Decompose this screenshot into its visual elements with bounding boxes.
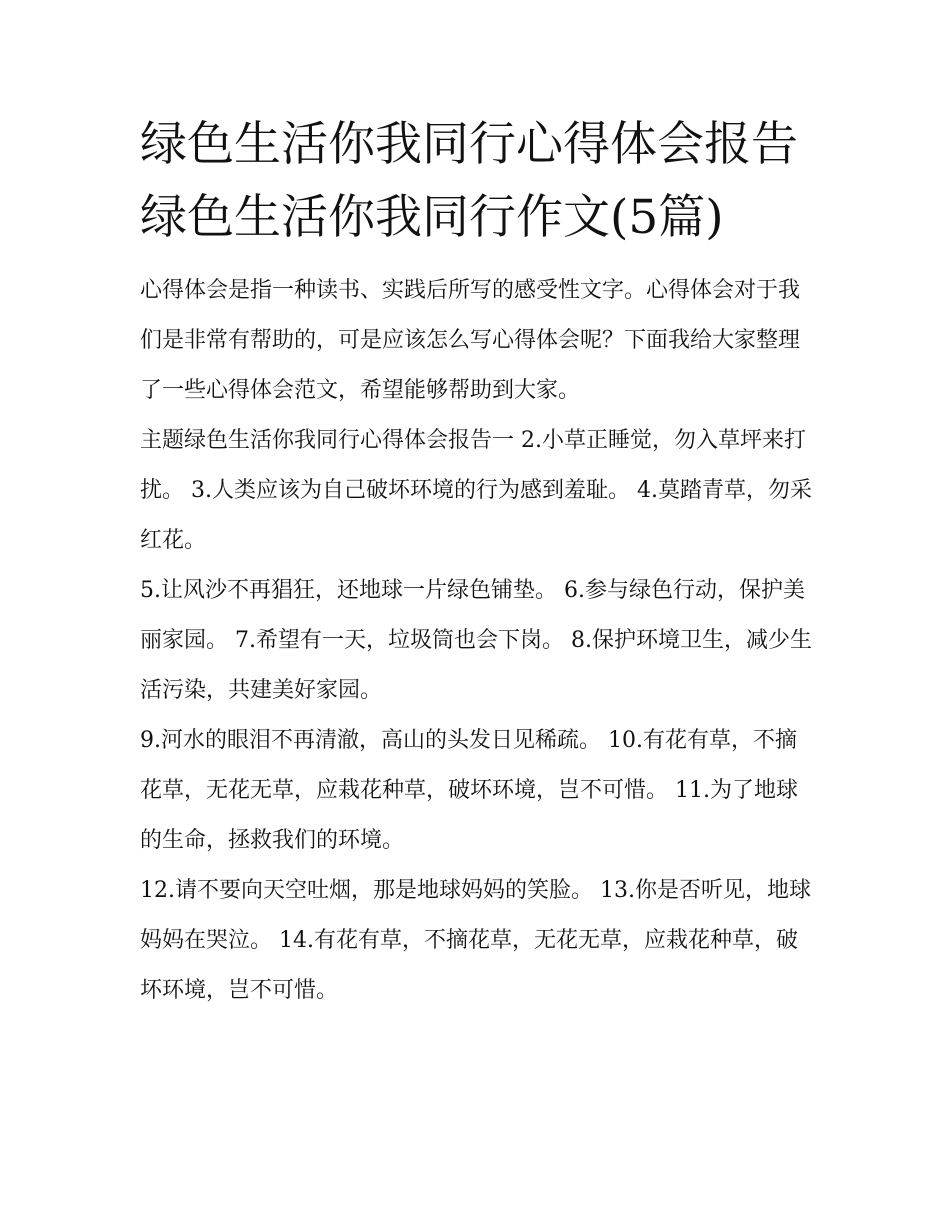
document-body	[140, 266, 815, 1016]
paragraph-slogans-2: 5.让风沙不再猖狂，还地球一片绿色铺垫。 6.参与绿色行动，保护美丽家园。 7.希望有一天，垃圾筒也会下岗。 8.保护环境卫生，减少生活污染，共建美好家园。	[140, 578, 812, 703]
paragraph-slogans-1: 主题绿色生活你我同行心得体会报告一 2.小草正睡觉，勿入草坪来打扰。 3.人类应该为自己破坏环境的行为感到羞耻。 4.莫踏青草，勿采红花。	[140, 428, 812, 553]
document-content	[140, 108, 815, 1016]
paragraph-intro: 心得体会是指一种读书、实践后所写的感受性文字。心得体会对于我们是非常有帮助的，可是应该怎么写心得体会呢？下面我给大家整理了一些心得体会范文，希望能够帮助到大家。	[140, 278, 801, 403]
paragraph-slogans-4: 12.请不要向天空吐烟，那是地球妈妈的笑脸。 13.你是否听见，地球妈妈在哭泣。 14.有花有草，不摘花草，无花无草，应栽花种草，破坏环境，岂不可惜。	[140, 878, 811, 1003]
paragraph-slogans-3: 9.河水的眼泪不再清澈，高山的头发日见稀疏。 10.有花有草，不摘花草，无花无草，应栽花种草，破坏环境，岂不可惜。 11.为了地球的生命，拯救我们的环境。	[140, 728, 798, 853]
document-title: 绿色生活你我同行心得体会报告 绿色生活你我同行作文(5篇)	[140, 117, 798, 245]
